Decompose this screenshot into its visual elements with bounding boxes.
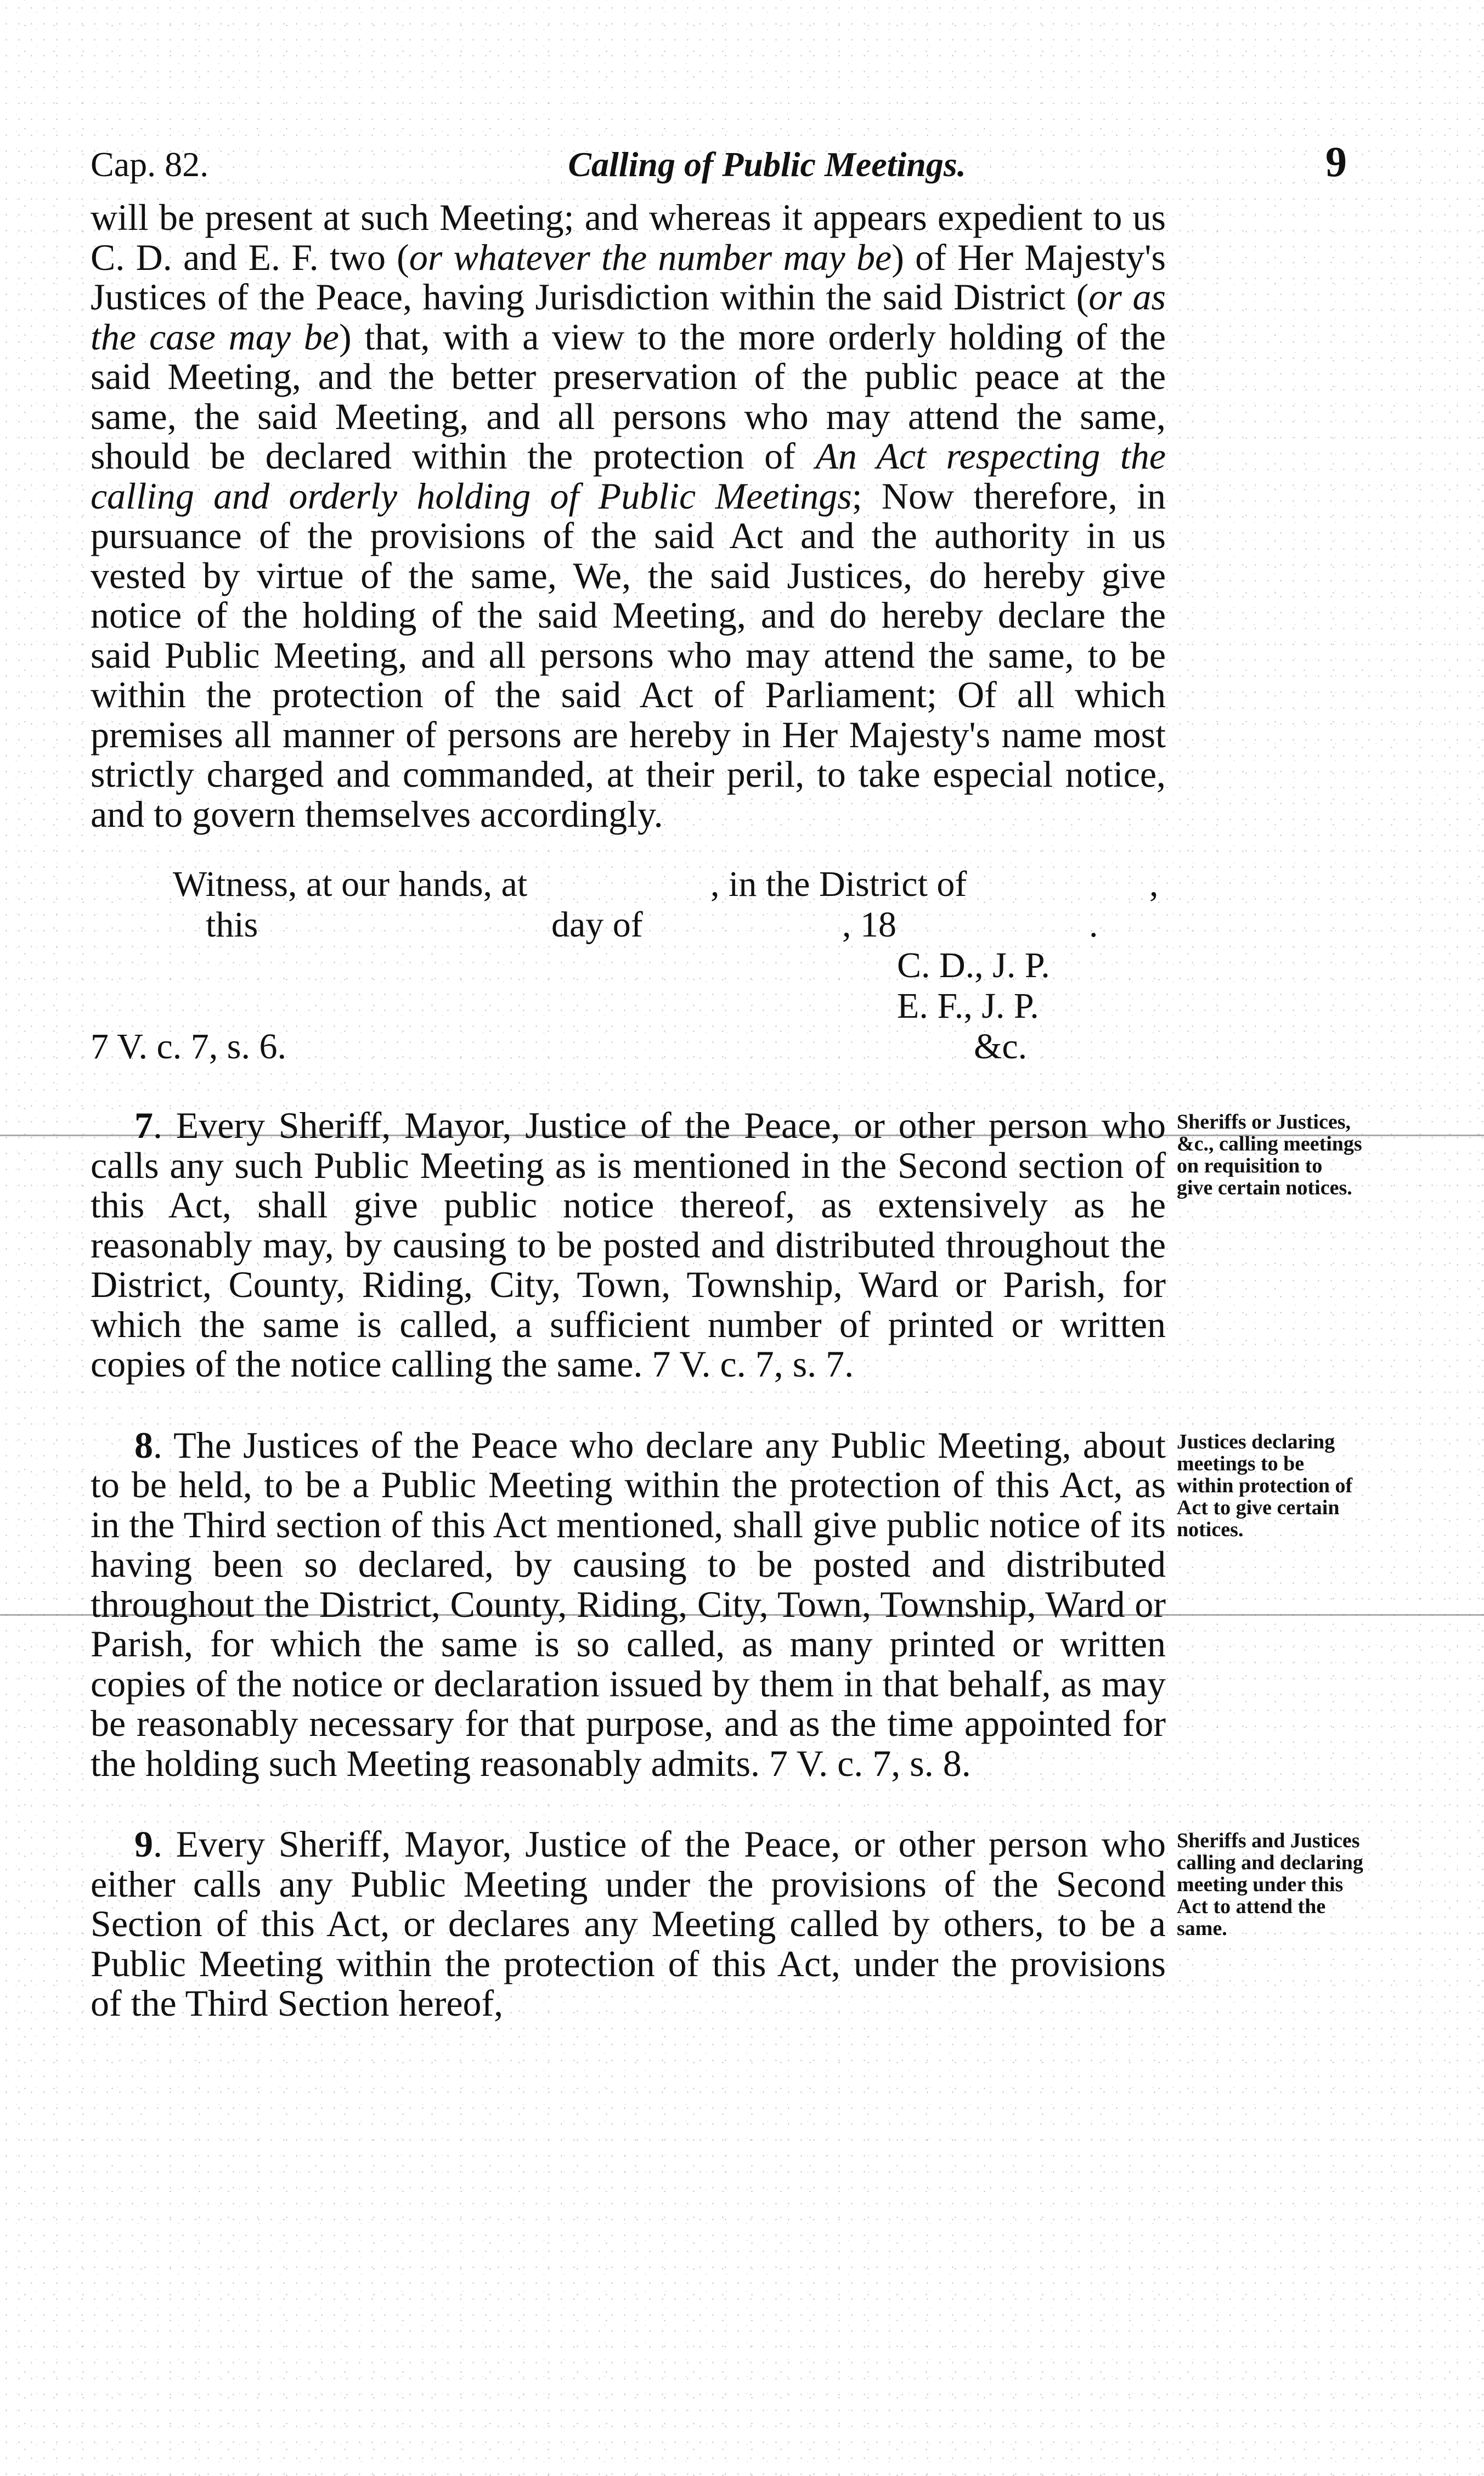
form-text-part: ) that, with a view to the more orderly holding of the said Meeting, and the better preservation of the public peace at the same, the said Meeting, and all persons who may attend the same, should be declared within the protection of: [91, 315, 1166, 477]
running-title: Calling of Public Meetings.: [568, 145, 966, 184]
document-page: [91, 137, 1396, 2023]
section-8: [91, 1425, 1396, 1784]
section-text: . Every Sheriff, Mayor, Justice of the Peace, or other person who either calls any Public Meeting under the provisions of the Second Section of this Act, or declares any Meeting called by others, to be a Public Meeting within the protection of this Act, under the provisions of the Third Section hereof,: [91, 1823, 1166, 2024]
form-italic: or whatever the number may be: [409, 236, 892, 278]
etc-mark: &c.: [974, 1027, 1028, 1067]
witness-line1-b: , in the District of: [710, 864, 967, 904]
section-number: 8: [134, 1424, 153, 1466]
section-9: [91, 1824, 1396, 2023]
witness-line1-a: Witness, at our hands, at: [173, 864, 528, 904]
section-7: [91, 1106, 1396, 1384]
section-body: [91, 1106, 1166, 1384]
witness-line2-c: , 18: [842, 905, 896, 945]
section-reference: 7 V. c. 7, s. 8.: [769, 1742, 971, 1784]
witness-line2-d: .: [1089, 905, 1098, 945]
margin-note: Justices declaring meetings to be within protection of Act to give certain notices.: [1177, 1430, 1353, 1541]
signature-cd: C. D., J. P.: [897, 945, 1050, 985]
statute-reference: 7 V. c. 7, s. 6.: [91, 1027, 286, 1067]
act-title-italic: An Act respecting the calling and orderly holding of Public Meetings: [91, 435, 1166, 517]
section-text: . The Justices of the Peace who declare any Public Meeting, about to be held, to be a Public Meeting within the protection of this Act, as in the Third section of this Act mentioned, shall give public notice of its having been so declared, by causing to be posted and distributed throughout the District, County, Riding, City, Town, Township, Ward or Parish, for which the same is so called, as many printed or written copies of the notice or declaration issued by them in that behalf, as may be reasonably necessary for that purpose, and as the time appointed for the holding such Meeting reasonably admits.: [91, 1424, 1166, 1784]
section-body: [91, 1824, 1166, 2023]
running-header: [91, 137, 1347, 187]
section-number: 9: [134, 1823, 153, 1865]
margin-note: Sheriffs and Justices calling and declaring meeting under this Act to attend the same.: [1177, 1829, 1363, 1940]
section-reference: 7 V. c. 7, s. 7.: [652, 1343, 854, 1385]
form-text: [91, 198, 1166, 834]
witness-block: [91, 864, 1166, 1078]
page-number: 9: [1325, 138, 1347, 185]
section-body: [91, 1425, 1166, 1784]
witness-line1-c: ,: [1149, 864, 1159, 904]
form-text-part: ; Now therefore, in pursuance of the provisions of the said Act and the authority in us vested by virtue of the same, We, the said Justices, do hereby give notice of the holding of the said Meeting, and do hereby declare the said Public Meeting, and all persons who may attend the same, to be within the protection of the said Act of Parliament; Of all which premises all manner of persons are hereby in Her Majesty's name most strictly charged and commanded, at their peril, to take especial notice, and to govern themselves accordingly.: [91, 475, 1166, 835]
margin-note: Sheriffs or Justices, &c., calling meetings on requisition to give certain notices.: [1177, 1110, 1362, 1199]
witness-line2-b: day of: [551, 905, 643, 945]
continuation-paragraph: [91, 198, 1166, 834]
form-italic: or as the case may be: [91, 276, 1166, 358]
form-text-part: will be present at such Meeting; and whereas it appears expedient to us C. D. and E. F. two (: [91, 196, 1166, 278]
section-text: . Every Sheriff, Mayor, Justice of the Peace, or other person who calls any such Public Meeting as is mentioned in the Second section of this Act, shall give public notice thereof, as extensively as he reasonably may, by causing to be posted and distributed throughout the District, County, Riding, City, Town, Township, Ward or Parish, for which the same is called, a sufficient number of printed or written copies of the notice calling the same.: [91, 1104, 1166, 1385]
form-text-part: ) of Her Majesty's Justices of the Peace, having Jurisdiction within the said District (: [91, 236, 1166, 318]
chapter-label: Cap. 82.: [91, 145, 209, 184]
signature-ef: E. F., J. P.: [897, 986, 1039, 1026]
witness-line2-a: this: [206, 905, 258, 945]
section-number: 7: [134, 1104, 153, 1146]
